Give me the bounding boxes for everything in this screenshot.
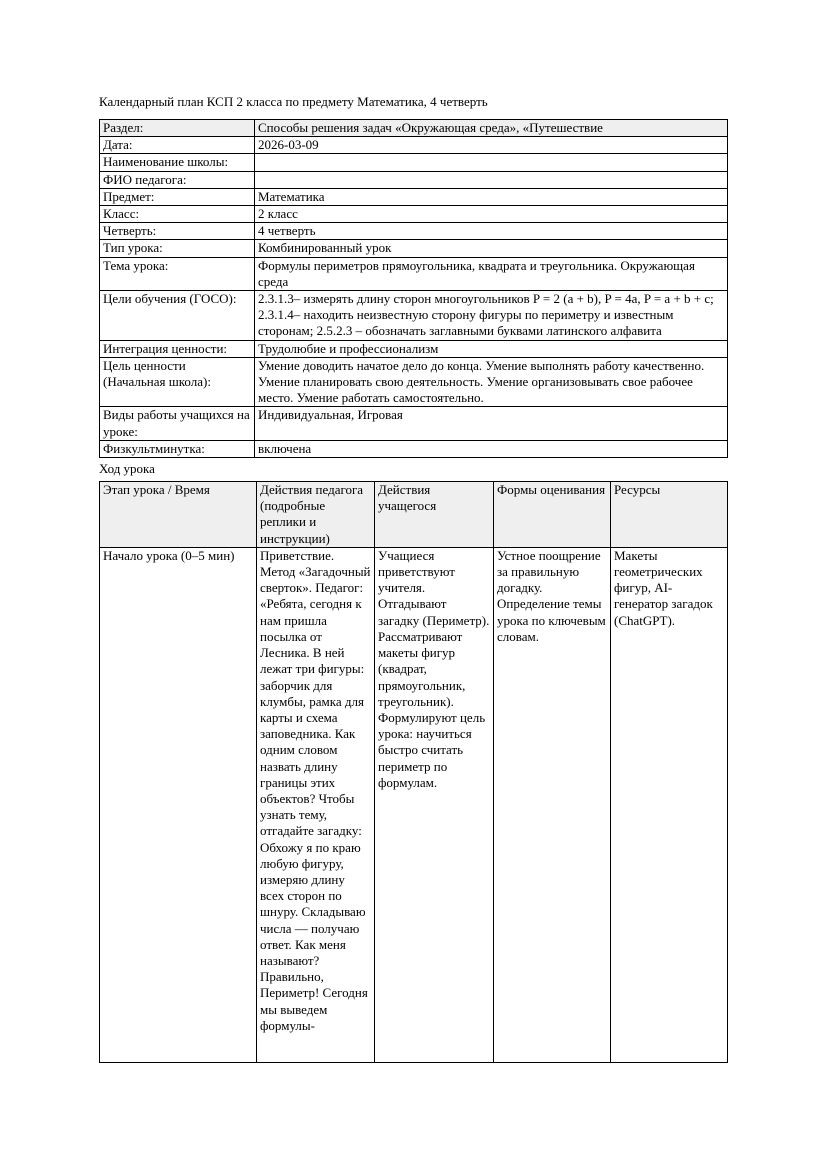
lesson-info-table	[99, 119, 728, 458]
info-label: Тип урока:	[100, 240, 255, 257]
info-row-work-types	[100, 407, 728, 440]
info-label: Цель ценности (Начальная школа):	[100, 357, 255, 407]
info-row-values-integration	[100, 340, 728, 357]
column-header-resources: Ресурсы	[611, 482, 728, 548]
info-label: Раздел:	[100, 120, 255, 137]
info-label: Дата:	[100, 137, 255, 154]
info-row-physical-minute	[100, 440, 728, 457]
info-label: Предмет:	[100, 188, 255, 205]
stage-cell: Начало урока (0–5 мин)	[100, 547, 257, 1062]
info-label: Интеграция ценности:	[100, 340, 255, 357]
resources-cell: Макеты геометрических фигур, AI-генератор загадок (ChatGPT).	[611, 547, 728, 1062]
column-header-stage: Этап урока / Время	[100, 482, 257, 548]
student-actions-cell: Учащиеся приветствуют учителя. Отгадывают загадку (Периметр). Рассматривают макеты фигур (квадрат, прямоугольник, треугольник). Формулируют цель урока: научиться быстро считать периметр по формулам.	[375, 547, 494, 1062]
info-value: Умение доводить начатое дело до конца. Умение выполнять работу качественно. Умение планировать свою деятельность. Умение организовывать свое рабочее место. Умение работать самостоятельно.	[255, 357, 728, 407]
info-row-data	[100, 137, 728, 154]
info-label: Физкультминутка:	[100, 440, 255, 457]
info-row-class	[100, 206, 728, 223]
info-value	[255, 171, 728, 188]
lesson-table-header-row	[100, 482, 728, 548]
page-title: Календарный план КСП 2 класса по предмету Математика, 4 четверть	[99, 94, 488, 109]
info-row-subject	[100, 188, 728, 205]
info-label: Наименование школы:	[100, 154, 255, 171]
info-label: ФИО педагога:	[100, 171, 255, 188]
lesson-stage-row	[100, 547, 728, 1062]
column-header-assessment: Формы оценивания	[494, 482, 611, 548]
info-value: Способы решения задач «Окружающая среда», «Путешествие	[255, 120, 728, 137]
info-label: Тема урока:	[100, 257, 255, 290]
info-row-teacher	[100, 171, 728, 188]
info-row-values-goal	[100, 357, 728, 407]
info-value: 2026-03-09	[255, 137, 728, 154]
info-label: Класс:	[100, 206, 255, 223]
document-page	[99, 94, 727, 1063]
info-row-school	[100, 154, 728, 171]
assessment-cell: Устное поощрение за правильную догадку. Определение темы урока по ключевым словам.	[494, 547, 611, 1062]
info-value: включена	[255, 440, 728, 457]
info-row-goals	[100, 291, 728, 341]
info-row-lesson-topic	[100, 257, 728, 290]
info-value: Математика	[255, 188, 728, 205]
info-label: Виды работы учащихся на уроке:	[100, 407, 255, 440]
column-header-student-actions: Действия учащегося	[375, 482, 494, 548]
info-value: 2 класс	[255, 206, 728, 223]
teacher-actions-cell: Приветствие. Метод «Загадочный сверток». Педагог: «Ребята, сегодня к нам пришла посылка от Лесника. В ней лежат три фигуры: заборчик для клумбы, рамка для карты и схема заповедника. Как одним словом назвать длину границы этих объектов? Чтобы узнать тему, отгадайте загадку: Обхожу я по краю любую фигуру, измеряю длину всех сторон по шнуру. Складываю числа — получаю ответ. Как меня называют? Правильно, Периметр! Сегодня мы выведем формулы-	[257, 547, 375, 1062]
section-heading: Ход урока	[99, 461, 155, 477]
info-value: Индивидуальная, Игровая	[255, 407, 728, 440]
column-header-teacher-actions: Действия педагога (подробные реплики и инструкции)	[257, 482, 375, 548]
info-label: Четверть:	[100, 223, 255, 240]
info-value	[255, 154, 728, 171]
info-row-lesson-type	[100, 240, 728, 257]
info-value: Формулы периметров прямоугольника, квадрата и треугольника. Окружающая среда	[255, 257, 728, 290]
info-row-razdel	[100, 120, 728, 137]
info-value: Трудолюбие и профессионализм	[255, 340, 728, 357]
info-value: 4 четверть	[255, 223, 728, 240]
info-row-quarter	[100, 223, 728, 240]
info-value: 2.3.1.3– измерять длину сторон многоугольников P = 2 (a + b), P = 4a, P = a + b + c; 2.3.1.4– находить неизвестную сторону фигуры по периметру и известным сторонам; 2.5.2.3 – обозначать заглавными буквами латинского алфавита	[255, 291, 728, 341]
info-value: Комбинированный урок	[255, 240, 728, 257]
info-label: Цели обучения (ГОСО):	[100, 291, 255, 341]
lesson-flow-table	[99, 481, 728, 1063]
